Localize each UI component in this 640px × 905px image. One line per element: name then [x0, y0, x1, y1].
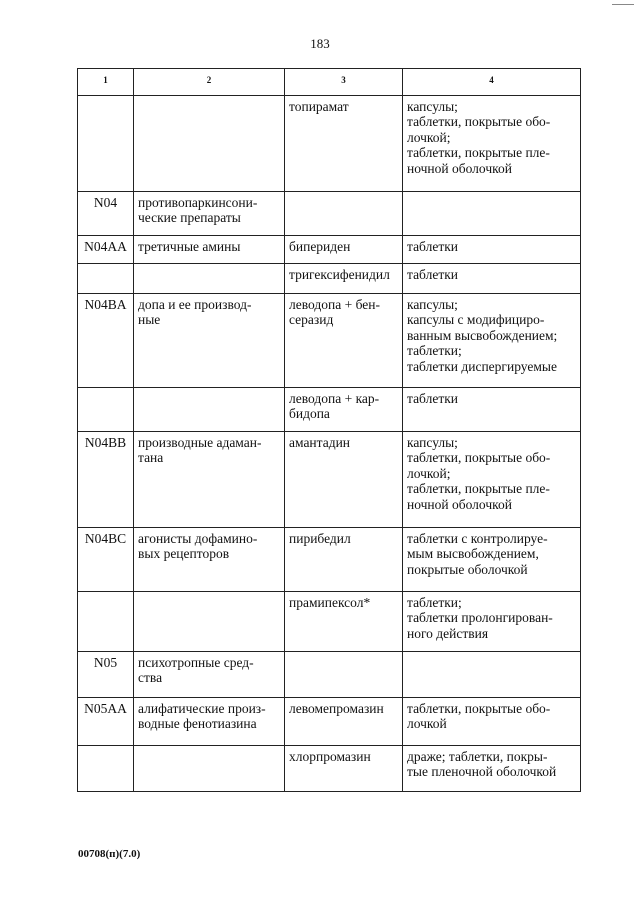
dosage-form-cell: капсулы; капсулы с модифициро- ванным высвобождением; таблетки; таблетки диспергируемые [403, 293, 581, 387]
substance-name-cell: леводопа + бен- серазид [285, 293, 403, 387]
table-body [78, 95, 581, 791]
pharmacologic-group-cell: допа и ее производ- ные [134, 293, 285, 387]
dosage-form-cell: драже; таблетки, покры- тые пленочной оболочкой [403, 745, 581, 791]
atc-code-cell: N04 [78, 191, 134, 235]
substance-name-cell: топирамат [285, 95, 403, 191]
table-row [78, 591, 581, 651]
atc-code-cell [78, 387, 134, 431]
pharmacologic-group-cell: агонисты дофамино- вых рецепторов [134, 527, 285, 591]
table-row [78, 293, 581, 387]
substance-name-cell: пирибедил [285, 527, 403, 591]
atc-code-cell: N05AA [78, 697, 134, 745]
table-row [78, 191, 581, 235]
pharmacologic-group-cell [134, 745, 285, 791]
dosage-form-cell [403, 191, 581, 235]
substance-name-cell: леводопа + кар- бидопа [285, 387, 403, 431]
substance-name-cell [285, 651, 403, 697]
dosage-form-cell: капсулы; таблетки, покрытые обо- лочкой; таблетки, покрытые пле- ночной оболочкой [403, 95, 581, 191]
pharmacologic-group-cell: производные адаман- тана [134, 431, 285, 527]
atc-code-cell: N04BC [78, 527, 134, 591]
atc-code-cell [78, 745, 134, 791]
table-row [78, 235, 581, 263]
dosage-form-cell: таблетки [403, 235, 581, 263]
table-row [78, 745, 581, 791]
substance-name-cell: тригексифенидил [285, 263, 403, 293]
column-header: 3 [285, 69, 403, 96]
dosage-form-cell: таблетки, покрытые обо- лочкой [403, 697, 581, 745]
substance-name-cell: амантадин [285, 431, 403, 527]
dosage-form-cell: таблетки [403, 263, 581, 293]
column-header: 4 [403, 69, 581, 96]
pharmacologic-group-cell [134, 95, 285, 191]
table-row [78, 263, 581, 293]
column-header: 2 [134, 69, 285, 96]
dosage-form-cell: таблетки [403, 387, 581, 431]
document-code: 00708(п)(7.0) [78, 848, 141, 860]
table-row [78, 387, 581, 431]
table-row [78, 431, 581, 527]
table-row [78, 651, 581, 697]
dosage-form-cell: таблетки; таблетки пролонгирован- ного действия [403, 591, 581, 651]
column-header: 1 [78, 69, 134, 96]
dosage-form-cell [403, 651, 581, 697]
atc-code-cell [78, 591, 134, 651]
atc-code-cell: N05 [78, 651, 134, 697]
pharmacologic-group-cell [134, 387, 285, 431]
substance-name-cell: прамипексол* [285, 591, 403, 651]
substance-name-cell [285, 191, 403, 235]
table-row [78, 527, 581, 591]
atc-code-cell [78, 263, 134, 293]
dosage-form-cell: таблетки с контролируе- мым высвобождением, покрытые оболочкой [403, 527, 581, 591]
table-row [78, 95, 581, 191]
drug-table [77, 68, 581, 792]
page-number: 183 [310, 36, 330, 51]
pharmacologic-group-cell: противопаркинсони- ческие препараты [134, 191, 285, 235]
dosage-form-cell: капсулы; таблетки, покрытые обо- лочкой; таблетки, покрытые пле- ночной оболочкой [403, 431, 581, 527]
atc-code-cell: N04AA [78, 235, 134, 263]
pharmacologic-group-cell: психотропные сред- ства [134, 651, 285, 697]
pharmacologic-group-cell: алифатические произ- водные фенотиазина [134, 697, 285, 745]
table-header-row [78, 69, 581, 96]
substance-name-cell: левомепромазин [285, 697, 403, 745]
atc-code-cell: N04BA [78, 293, 134, 387]
substance-name-cell: бипериден [285, 235, 403, 263]
scan-corner-mark [612, 4, 634, 5]
pharmacologic-group-cell [134, 591, 285, 651]
atc-code-cell: N04BB [78, 431, 134, 527]
table-row [78, 697, 581, 745]
pharmacologic-group-cell [134, 263, 285, 293]
substance-name-cell: хлорпромазин [285, 745, 403, 791]
pharmacologic-group-cell: третичные амины [134, 235, 285, 263]
atc-code-cell [78, 95, 134, 191]
